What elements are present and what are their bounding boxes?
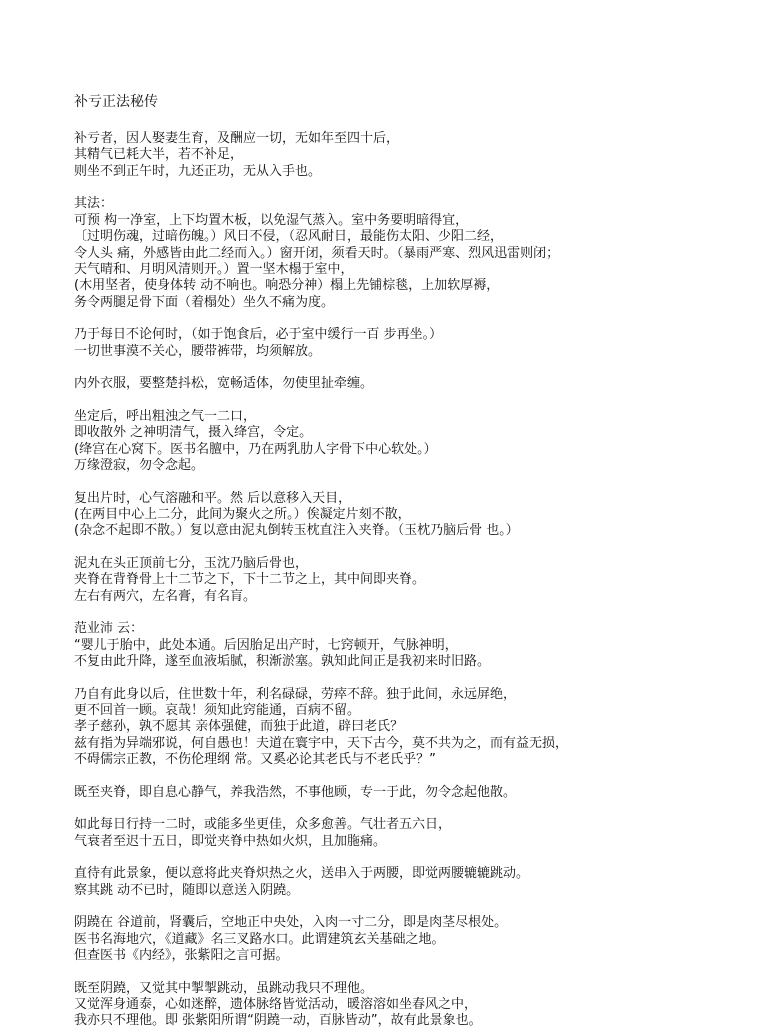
paragraph	[74, 556, 754, 605]
text-line: 令人头 痛，外感皆由此二经而入。）窗开闭，须看天时。（暴雨严寒、烈风迅雷则闭；	[74, 245, 560, 261]
text-line: 既至阴蹺，又觉其中掣掣跳动，虽跳动我只不理他。	[74, 980, 374, 996]
paragraph-gap	[74, 964, 754, 980]
text-line: 万缘澄寂，勿令念起。	[74, 458, 205, 473]
title-spacer	[74, 111, 754, 131]
text-line: 如此每日行持一二时，或能多坐更佳，众多愈善。气壮者五六日，	[74, 817, 452, 833]
text-line: 乃自有此身以后，住世数十年，利名碌碌，劳瘁不辞。独于此间，永远屏绝，	[74, 686, 517, 702]
paragraph-gap	[74, 801, 754, 817]
text-line: (木用坚者，使身体转 动不响也。响恐分神）榻上先铺棕毯，上加软厚褥，	[74, 278, 500, 294]
paragraph	[74, 817, 754, 850]
text-line: 既至夹脊，即自息心静气，养我浩然，不事他顾，专一于此，勿令念起他散。	[74, 784, 517, 800]
text-line: 直待有此景象，便以意将此夹脊炽热之火，送串入于两腰，即觉两腰辘辘跳动。	[74, 866, 530, 882]
text-line: 可预 构一净室，上下均置木板，以免湿气蒸入。室中务要明暗得宜，	[74, 212, 469, 228]
text-line: 则坐不到正午时，九还正功，无从入手也。	[74, 163, 322, 179]
text-line: 更不回首一顾。哀哉！须知此窍能通，百病不留。	[74, 703, 361, 719]
paragraph	[74, 376, 754, 392]
document-body	[74, 93, 754, 1030]
text-line: 范业沛 云：	[74, 621, 144, 637]
text-line: 〔过明伤魂，过暗伤魄。）风日不侵，（忍风耐日，最能伤太阳、少阳二经，	[74, 229, 504, 245]
text-line: 务令两腿足骨下面（着榻处）坐久不痛为度。	[74, 294, 335, 310]
text-line: 夹脊在背脊骨上十二节之下，下十二节之上，其中间即夹脊。	[74, 572, 426, 588]
paragraph	[74, 687, 754, 769]
paragraph-gap	[74, 850, 754, 866]
paragraph-list	[74, 131, 754, 1030]
text-line: 乃于每日不论何时，（如于饱食后，必于室中缓行一百 步再坐。）	[74, 327, 443, 343]
text-line: 坐定后，呼出粗浊之气一二口，	[74, 408, 257, 424]
text-line: 天气晴和、月明风清则开。）置一坚木榻于室中，	[74, 261, 354, 277]
text-line: 不复由此升降，遂至血液垢腻，积渐淤塞。孰知此间正是我初来时旧路。	[74, 654, 491, 670]
text-line: 一切世事漠不关心，腰带裤带，均须解放。	[74, 343, 322, 359]
text-line: 医书名海地穴，《道藏》名三叉路水口。此谓建筑玄关基础之地。	[74, 931, 445, 947]
paragraph-gap	[74, 360, 754, 376]
paragraph-gap	[74, 769, 754, 785]
paragraph	[74, 785, 754, 801]
paragraph-gap	[74, 393, 754, 409]
text-line: (在两目中心上二分，此间为聚火之所。）俟凝定片刻不散，	[74, 506, 411, 522]
paragraph	[74, 621, 754, 670]
paragraph-gap	[74, 180, 754, 196]
text-line: 其法：	[74, 196, 114, 212]
paragraph-gap	[74, 311, 754, 327]
paragraph	[74, 915, 754, 964]
text-line: 补亏者，因人娶妻生育，及酬应一切，无如年至四十后，	[74, 131, 400, 146]
paragraph-gap	[74, 670, 754, 686]
text-line: (绛宫在心窝下。医书名膻中，乃在两乳肋人字骨下中心软处。）	[74, 441, 437, 457]
paragraph	[74, 196, 754, 311]
text-line: 阴蹺在 谷道前，肾囊后，空地正中央处，入肉一寸二分，即是肉茎尽根处。	[74, 915, 508, 931]
paragraph	[74, 409, 754, 475]
document-title: 补亏正法秘传	[74, 94, 158, 110]
text-line: 察其跳 动不已时，随即以意送入阴蹺。	[74, 882, 300, 898]
text-line: 其精气已耗大半，若不补足，	[74, 147, 244, 163]
text-line: 即收散外 之神明清气，摄入绛宫，令定。	[74, 425, 313, 441]
paragraph	[74, 327, 754, 360]
paragraph	[74, 866, 754, 899]
text-line: 但查医书《内经》，张紫阳之言可据。	[74, 948, 289, 964]
text-line: 又觉浑身通泰，心如迷醉，遗体脉络皆觉活动，暖溶溶如坐春风之中，	[74, 997, 478, 1013]
text-line: 泥丸在头正顶前七分，玉沈乃脑后骨也，	[74, 555, 309, 571]
text-line: (杂念不起即不散。）复以意由泥丸倒转玉枕直注入夹脊。（玉枕乃脑后骨 也。）	[74, 523, 519, 539]
paragraph-gap	[74, 899, 754, 915]
text-line: 我亦只不理他。即 张紫阳所谓“阴蹺一动，百脉皆动”，故有此景象也。	[74, 1013, 482, 1029]
paragraph-gap	[74, 605, 754, 621]
text-line: 孝子慈孙，孰不愿其 亲体强健，而独于此道，辟曰老氏？	[74, 719, 404, 735]
text-line: 气衰者至迟十五日，即觉夹脊中热如火炽，且加胣痛。	[74, 833, 387, 849]
text-line: 不碍儒宗正教，不伤伦理纲 常。又奚必论其老氏与不老氏乎？”	[74, 752, 436, 768]
paragraph	[74, 491, 754, 540]
text-line: “婴儿于胎中，此处本通。后因胎足出产时，七窍顿开，气脉神明，	[74, 637, 458, 653]
text-line: 左右有两穴，左名膏，有名肓。	[74, 588, 257, 604]
paragraph-gap	[74, 474, 754, 490]
text-line: 兹有指为异端邪说，何自愚也！夫道在寰宇中，天下古今，莫不共为之，而有益无损，	[74, 735, 569, 751]
text-line: 内外衣服，要整楚抖松，宽畅适体，勿使里扯牵缠。	[74, 376, 374, 392]
paragraph	[74, 131, 754, 180]
paragraph-gap	[74, 540, 754, 556]
text-line: 复出片时，心气溶融和平。然 后以意移入天目，	[74, 490, 352, 506]
paragraph	[74, 981, 754, 1030]
